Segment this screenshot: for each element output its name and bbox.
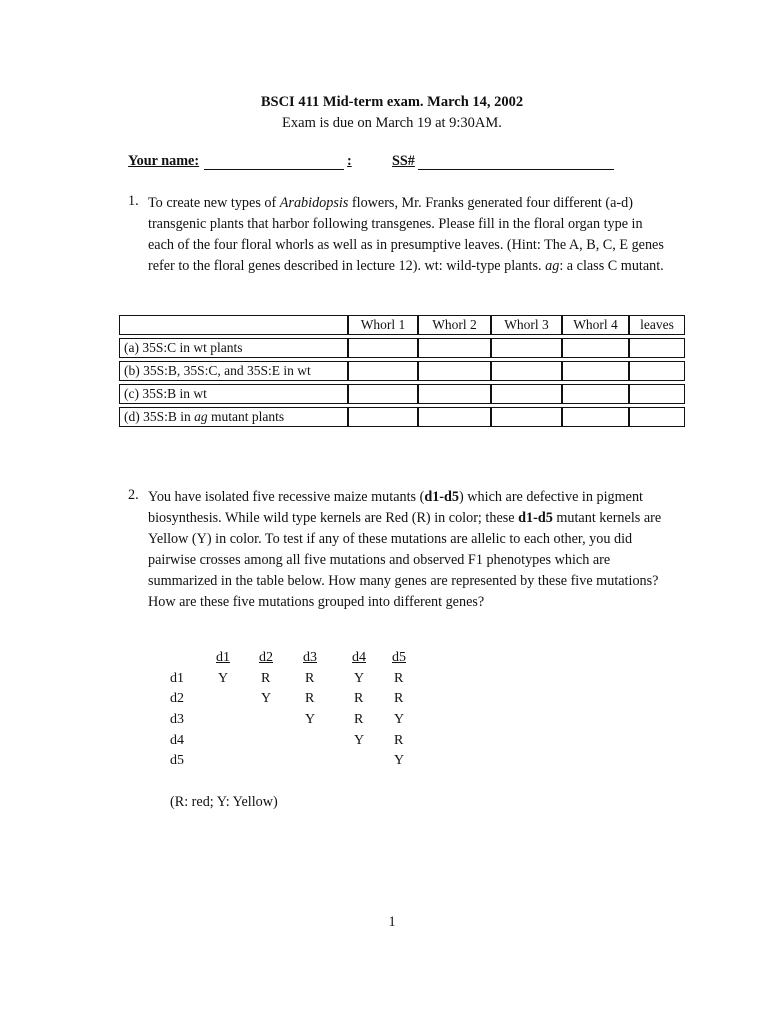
matrix-cell: R: [305, 691, 315, 706]
answer-cell[interactable]: [629, 338, 685, 358]
header-whorl-4: Whorl 4: [562, 315, 629, 335]
header-whorl-1: Whorl 1: [348, 315, 418, 335]
matrix-legend: (R: red; Y: Yellow): [170, 794, 278, 810]
header-whorl-3: Whorl 3: [491, 315, 562, 335]
row-label: (b) 35S:B, 35S:C, and 35S:E in wt: [119, 361, 348, 381]
matrix-row-label: d1: [170, 671, 184, 686]
matrix-cell: R: [305, 671, 315, 686]
matrix-cell: R: [354, 712, 364, 727]
answer-cell[interactable]: [418, 407, 491, 427]
header-leaves: leaves: [629, 315, 685, 335]
matrix-column-header: d3: [303, 650, 317, 665]
matrix-cell: Y: [218, 671, 229, 686]
matrix-column-header: d2: [259, 650, 273, 665]
page-number: 1: [388, 914, 396, 930]
matrix-cell: Y: [354, 733, 365, 748]
floral-organ-table: [119, 315, 685, 427]
answer-cell[interactable]: [562, 384, 629, 404]
answer-cell[interactable]: [348, 384, 418, 404]
table-row: [119, 384, 685, 404]
table-row: [119, 361, 685, 381]
answer-cell[interactable]: [629, 407, 685, 427]
answer-cell[interactable]: [348, 407, 418, 427]
matrix-column-header: d1: [216, 650, 230, 665]
header-whorl-2: Whorl 2: [418, 315, 491, 335]
table-row: [119, 407, 685, 427]
matrix-cell: R: [354, 691, 364, 706]
answer-cell[interactable]: [418, 361, 491, 381]
exam-title: BSCI 411 Mid-term exam. March 14, 2002: [260, 94, 524, 110]
row-label: (d) 35S:B in ag mutant plants: [119, 407, 348, 427]
ss-label: SS#: [392, 153, 415, 169]
matrix-row-label: d4: [170, 733, 184, 748]
answer-cell[interactable]: [629, 384, 685, 404]
row-label: (c) 35S:B in wt: [119, 384, 348, 404]
header-cell-blank: [119, 315, 348, 335]
answer-cell[interactable]: [562, 407, 629, 427]
name-blank-line: [204, 169, 344, 170]
table-header-row: [119, 315, 685, 335]
matrix-column-header: d4: [352, 650, 366, 665]
answer-cell[interactable]: [348, 361, 418, 381]
matrix-cell: Y: [305, 712, 316, 727]
answer-cell[interactable]: [491, 338, 562, 358]
matrix-cell: Y: [394, 712, 405, 727]
matrix-cell: Y: [354, 671, 365, 686]
answer-cell[interactable]: [491, 407, 562, 427]
matrix-cell: R: [261, 671, 271, 686]
question-2-number: 2.: [128, 487, 139, 503]
question-1-text: To create new types of Arabidopsis flowers, Mr. Franks generated four different (a-d) transgenic plants that harbor following transgenes. Please fill in the floral organ type in each of the four floral whorls as well as in presumptive leaves. (Hint: The A, B, C, E genes refer to the floral genes described in lecture 12). wt: wild-type plants. ag: a class C mutant.: [148, 195, 664, 274]
question-2-text: You have isolated five recessive maize mutants (d1-d5) which are defective in pigment biosynthesis. While wild type kernels are Red (R) in color; these d1-d5 mutant kernels are Yellow (Y) in color. To test if any of these mutations are allelic to each other, you did pairwise crosses among all five mutations and observed F1 phenotypes which are summarized in the table below. How many genes are represented by these five mutations? How are these five mutations grouped into different genes?: [148, 489, 662, 610]
ss-blank-line: [418, 169, 614, 170]
question-1-number: 1.: [128, 193, 139, 209]
answer-cell[interactable]: [491, 361, 562, 381]
matrix-row-label: d3: [170, 712, 184, 727]
matrix-column-header: d5: [392, 650, 406, 665]
answer-cell[interactable]: [562, 338, 629, 358]
answer-cell[interactable]: [491, 384, 562, 404]
row-label: (a) 35S:C in wt plants: [119, 338, 348, 358]
answer-cell[interactable]: [418, 384, 491, 404]
name-label: Your name:: [128, 153, 200, 169]
answer-cell[interactable]: [348, 338, 418, 358]
name-colon: :: [347, 153, 352, 169]
matrix-cell: R: [394, 691, 404, 706]
matrix-cell: Y: [261, 691, 272, 706]
matrix-cell: R: [394, 671, 404, 686]
matrix-row-label: d5: [170, 753, 184, 768]
due-date-line: Exam is due on March 19 at 9:30AM.: [282, 115, 502, 131]
matrix-cell: Y: [394, 753, 405, 768]
table-row: [119, 338, 685, 358]
answer-cell[interactable]: [562, 361, 629, 381]
matrix-cell: R: [394, 733, 404, 748]
matrix-row-label: d2: [170, 691, 184, 706]
answer-cell[interactable]: [629, 361, 685, 381]
answer-cell[interactable]: [418, 338, 491, 358]
